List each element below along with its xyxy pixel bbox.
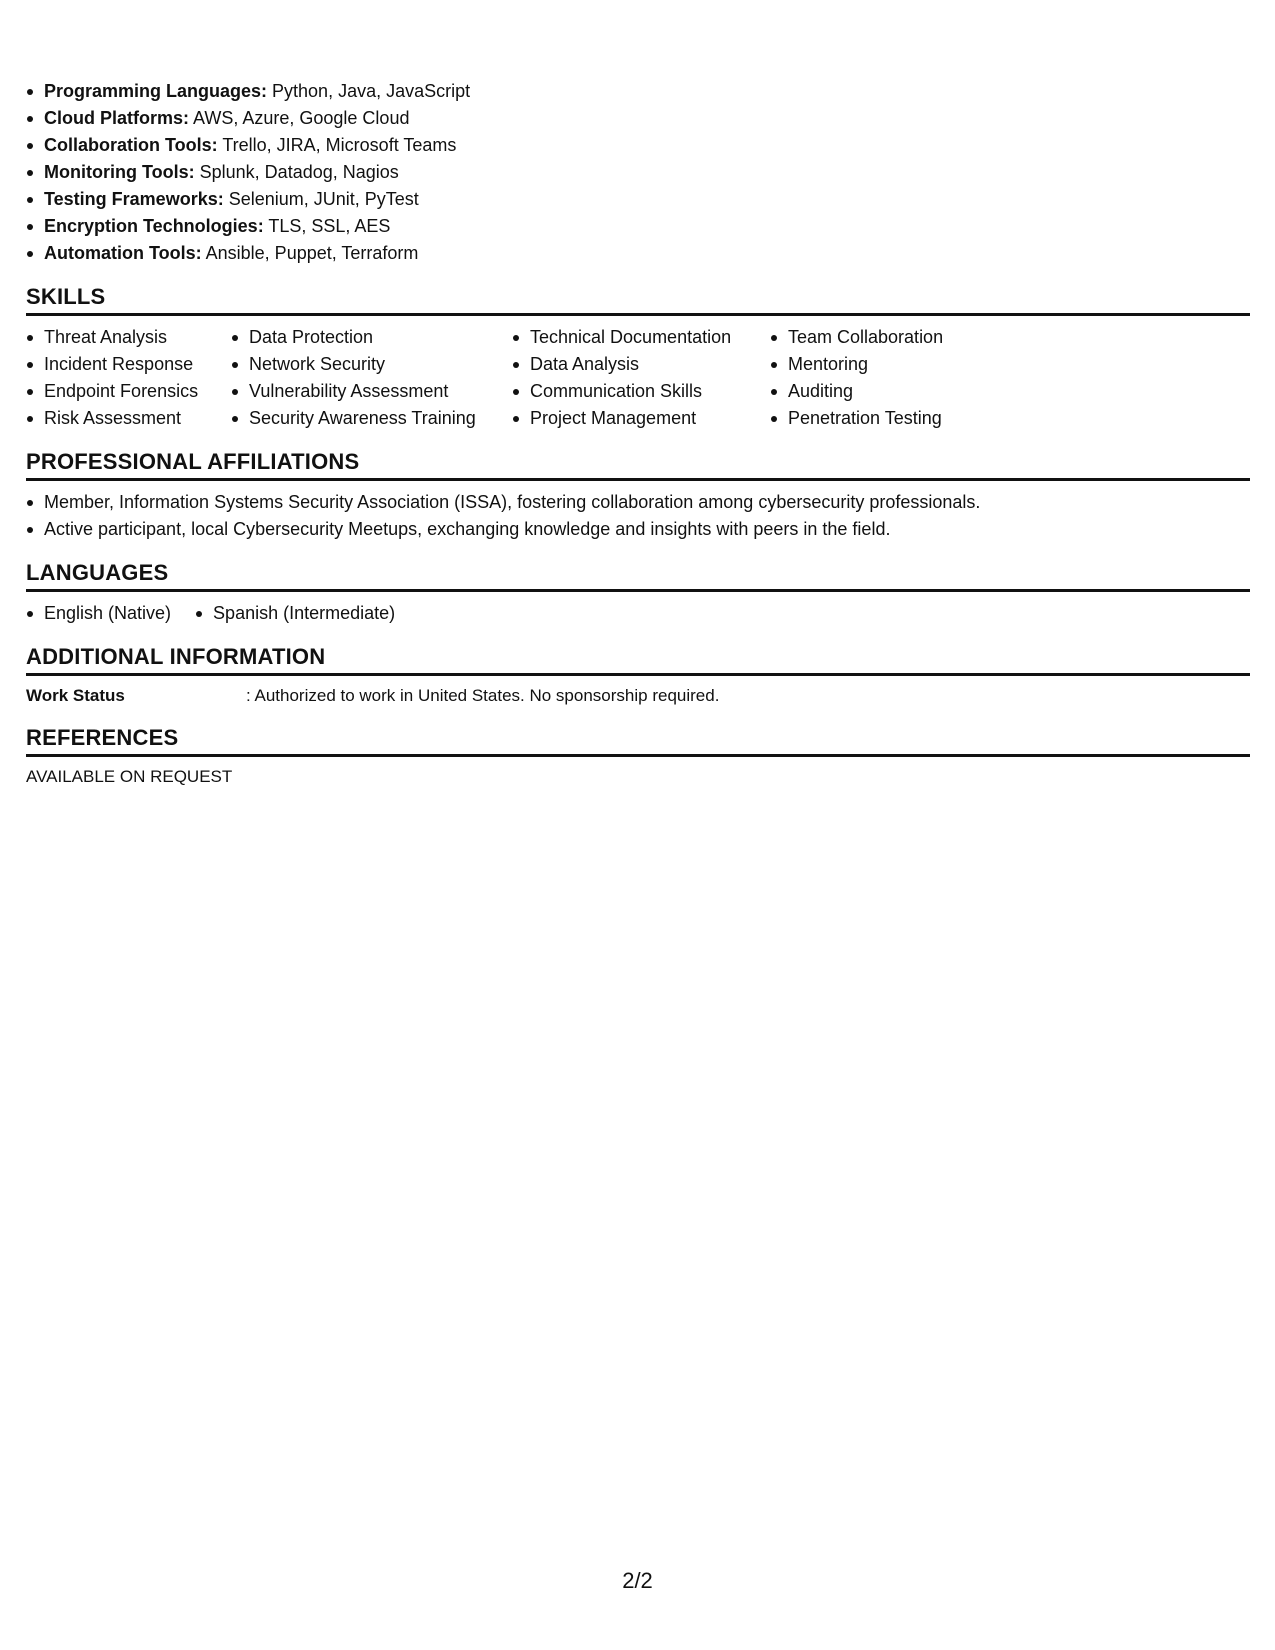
skills-column (231, 324, 512, 432)
tool-values: AWS, Azure, Google Cloud (189, 108, 410, 128)
skill-item: Auditing (770, 378, 1010, 405)
references-section (26, 724, 1250, 789)
list-item (26, 240, 1250, 267)
skill-item: Data Protection (231, 324, 512, 351)
tool-category: Programming Languages: (44, 81, 268, 101)
work-status-row (26, 684, 1250, 708)
skill-item: Threat Analysis (26, 324, 231, 351)
skills-grid (26, 324, 1250, 432)
section-title-skills: SKILLS (26, 283, 1250, 316)
list-item: Active participant, local Cybersecurity Meetups, exchanging knowledge and insights with peers in the field. (26, 516, 1250, 543)
skill-item: Penetration Testing (770, 405, 1010, 432)
language-item: English (Native) (26, 600, 171, 627)
tool-values: Splunk, Datadog, Nagios (194, 162, 399, 182)
language-item: Spanish (Intermediate) (195, 600, 395, 627)
skill-item: Communication Skills (512, 378, 770, 405)
section-title-references: REFERENCES (26, 724, 1250, 757)
skill-item: Mentoring (770, 351, 1010, 378)
languages-list (26, 600, 1250, 627)
skills-column (770, 324, 1010, 432)
tool-category: Automation Tools: (44, 243, 202, 263)
tool-category: Cloud Platforms: (44, 108, 190, 128)
section-title-languages: LANGUAGES (26, 559, 1250, 592)
tools-list (26, 78, 1250, 267)
tool-category: Monitoring Tools: (44, 162, 195, 182)
skill-item: Technical Documentation (512, 324, 770, 351)
tool-values: TLS, SSL, AES (263, 216, 391, 236)
tool-values: Selenium, JUnit, PyTest (223, 189, 419, 209)
additional-info-section (26, 643, 1250, 708)
skill-item: Security Awareness Training (231, 405, 512, 432)
tool-values: Ansible, Puppet, Terraform (201, 243, 419, 263)
page-number: 2/2 (622, 1568, 653, 1593)
affiliations-list (26, 489, 1250, 543)
skill-item: Risk Assessment (26, 405, 231, 432)
skill-item: Incident Response (26, 351, 231, 378)
skill-item: Vulnerability Assessment (231, 378, 512, 405)
list-item (26, 105, 1250, 132)
tool-category: Encryption Technologies: (44, 216, 264, 236)
list-item (26, 186, 1250, 213)
list-item (26, 213, 1250, 240)
skills-column (512, 324, 770, 432)
languages-section (26, 559, 1250, 627)
affiliations-section (26, 448, 1250, 543)
tool-category: Testing Frameworks: (44, 189, 224, 209)
skill-item: Network Security (231, 351, 512, 378)
skills-section (26, 283, 1250, 432)
tool-values: Python, Java, JavaScript (267, 81, 471, 101)
work-status-label: Work Status (26, 686, 125, 705)
tool-values: Trello, JIRA, Microsoft Teams (217, 135, 457, 155)
tool-category: Collaboration Tools: (44, 135, 218, 155)
list-item (26, 132, 1250, 159)
skills-column (26, 324, 231, 432)
section-title-additional-info: ADDITIONAL INFORMATION (26, 643, 1250, 676)
list-item (26, 159, 1250, 186)
skill-item: Endpoint Forensics (26, 378, 231, 405)
skill-item: Team Collaboration (770, 324, 1010, 351)
resume-page (26, 78, 1250, 789)
skill-item: Project Management (512, 405, 770, 432)
list-item (26, 78, 1250, 105)
list-item: Member, Information Systems Security Association (ISSA), fostering collaboration among cybersecurity professionals. (26, 489, 1250, 516)
work-status-value: : Authorized to work in United States. No sponsorship required. (246, 686, 720, 705)
references-text: AVAILABLE ON REQUEST (26, 767, 233, 786)
section-title-affiliations: PROFESSIONAL AFFILIATIONS (26, 448, 1250, 481)
skill-item: Data Analysis (512, 351, 770, 378)
